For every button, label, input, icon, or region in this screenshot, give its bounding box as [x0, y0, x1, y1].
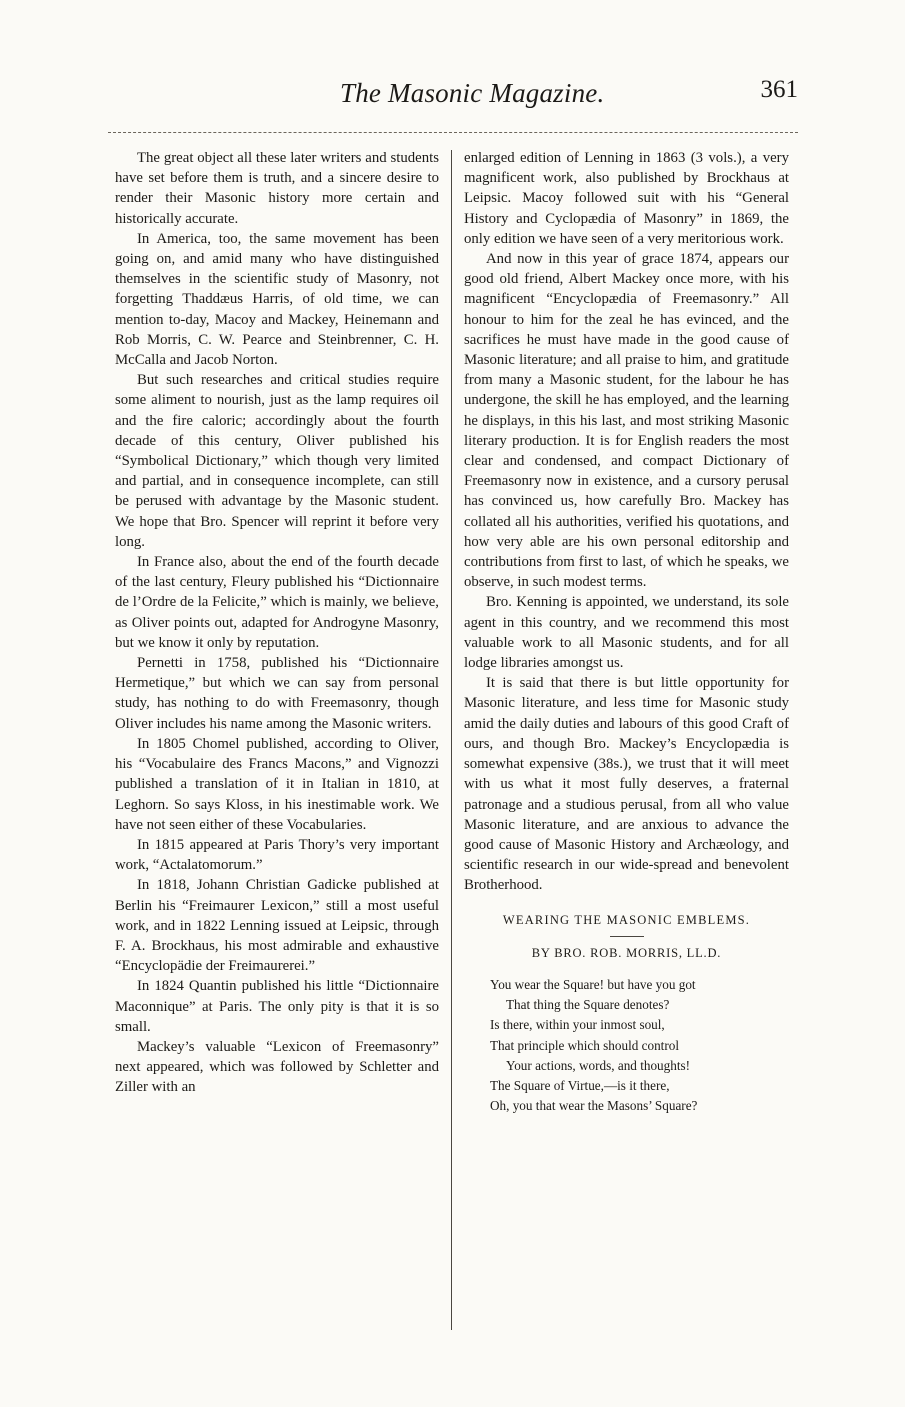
left-column — [115, 148, 439, 1098]
paragraph: In 1824 Quantin published his little “Dictionnaire Maconnique” at Paris. The only pity is that it is so small. — [115, 978, 439, 1035]
paragraph-continuation: enlarged edition of Lenning in 1863 (3 vols.), a very magnificent work, also published by Brockhaus at Leipsic. Macoy followed suit with his “General History and Cyclopædia of Masonry” in 1869, the only edition we have seen of a very meritorious work. — [464, 150, 789, 247]
poem-line: Oh, you that wear the Masons’ Square? — [490, 1098, 698, 1114]
poem-line: Is there, within your inmost soul, — [490, 1017, 665, 1033]
paragraph: In 1805 Chomel published, according to Oliver, his “Vocabulaire des Francs Macons,” and Vignozzi published a translation of it in Italian in 1810, at Leghorn. So says Kloss, in his inestimable work. We have not seen either of these Vocabularies. — [115, 735, 439, 833]
paragraph: And now in this year of grace 1874, appears our good old friend, Albert Mackey once more, with his magnificent “Encyclopædia of Freemasonry.” All honour to him for the zeal he has evinced, and the sacrifices he must have made in the good cause of Masonic literature; and all praise to him, and gratitude from many a Masonic student, for the labour he has undergone, the skill he has employed, and the learning he displays, in this his last, and most striking Masonic literary production. It is for English readers the most clear and condensed, and compact Dictionary of Freemasonry now in existence, and a cursory perusal has convinced us, how carefully Bro. Mackey has collated all his authorities, verified his quotations, and how very able are his own personal editorship and contributions from first to last, of which he speaks, we observe, in such modest terms. — [464, 251, 789, 591]
poem — [464, 975, 789, 1116]
poem-byline: BY BRO. ROB. MORRIS, LL.D. — [531, 945, 722, 960]
paragraph: In France also, about the end of the fourth decade of the last century, Fleury published his “Dictionnaire de l’Ordre de la Felicite,” which is mainly, we believe, as Oliver points out, adapted for Androgyne Masonry, but we know it only by reputation. — [115, 554, 439, 651]
right-column — [464, 148, 789, 1116]
poem-line: That thing the Square denotes? — [506, 997, 670, 1013]
poem-heading: WEARING THE MASONIC EMBLEMS. — [502, 912, 751, 927]
paragraph: Pernetti in 1758, published his “Dictionnaire Hermetique,” but which we can say from personal study, has nothing to do with Freemasonry, though Oliver includes his name among the Masonic writers. — [115, 655, 439, 732]
paragraph: Mackey’s valuable “Lexicon of Freemasonry” next appeared, which was followed by Schletter and Ziller with an — [115, 1038, 439, 1096]
paragraph: But such researches and critical studies require some aliment to nourish, just as the lamp requires oil and the fire caloric; accordingly about the fourth decade of this century, Oliver published his “Symbolical Dictionary,” which though very limited and partial, and in consequence incomplete, can still be perused with advantage by the Masonic student. We hope that Bro. Spencer will reprint it before very long. — [115, 372, 439, 550]
heading-rule — [610, 936, 644, 937]
page-number: 361 — [760, 76, 798, 103]
paragraph: It is said that there is but little opportunity for Masonic literature, and less time for Masonic study amid the daily duties and labours of this good Craft of ours, and though Bro. Mackey’s Encyclopædia is somewhat expensive (38s.), we trust that it will meet with us what it most fully deserves, a fraternal patronage and a studious perusal, from all who value Masonic literature, and are anxious to advance the good cause of Masonic History and Archæology, and scientific research in our wide-spread and benevolent Brotherhood. — [464, 675, 789, 894]
poem-line: That principle which should control — [490, 1037, 679, 1053]
column-divider — [451, 150, 452, 1330]
paragraph: Bro. Kenning is appointed, we understand, its sole agent in this country, and we recommend this most valuable work to all Masonic students, and for all lodge libraries amongst us. — [464, 594, 789, 672]
paragraph: The great object all these later writers and students have set before them is truth, and a sincere desire to render their Masonic history more certain and historically accurate. — [115, 150, 439, 227]
header-rule — [108, 132, 798, 133]
poem-line: You wear the Square! but have you got — [490, 976, 696, 992]
paragraph: In 1818, Johann Christian Gadicke published at Berlin his “Freimaurer Lexicon,” still a most useful work, and in 1822 Lenning issued at Leipsic, through F. A. Brockhaus, his most admirable and exhaustive “Encyclopädie der Freimaurerei.” — [115, 877, 439, 975]
poem-line: Your actions, words, and thoughts! — [506, 1057, 691, 1073]
paragraph: In 1815 appeared at Paris Thory’s very important work, “Actalatomorum.” — [115, 836, 439, 874]
poem-line: The Square of Virtue,—is it there, — [490, 1077, 670, 1093]
page-header — [108, 72, 798, 132]
paragraph: In America, too, the same movement has been going on, and amid many who have distinguished themselves in the scientific study of Masonry, not forgetting Thaddæus Harris, of old time, we can mention to-day, Macoy and Mackey, Heinemann and Rob Morris, C. W. Pearce and Steinbrenner, C. H. McCalla and Jacob Norton. — [115, 230, 439, 369]
journal-title: The Masonic Magazine. — [340, 78, 605, 108]
